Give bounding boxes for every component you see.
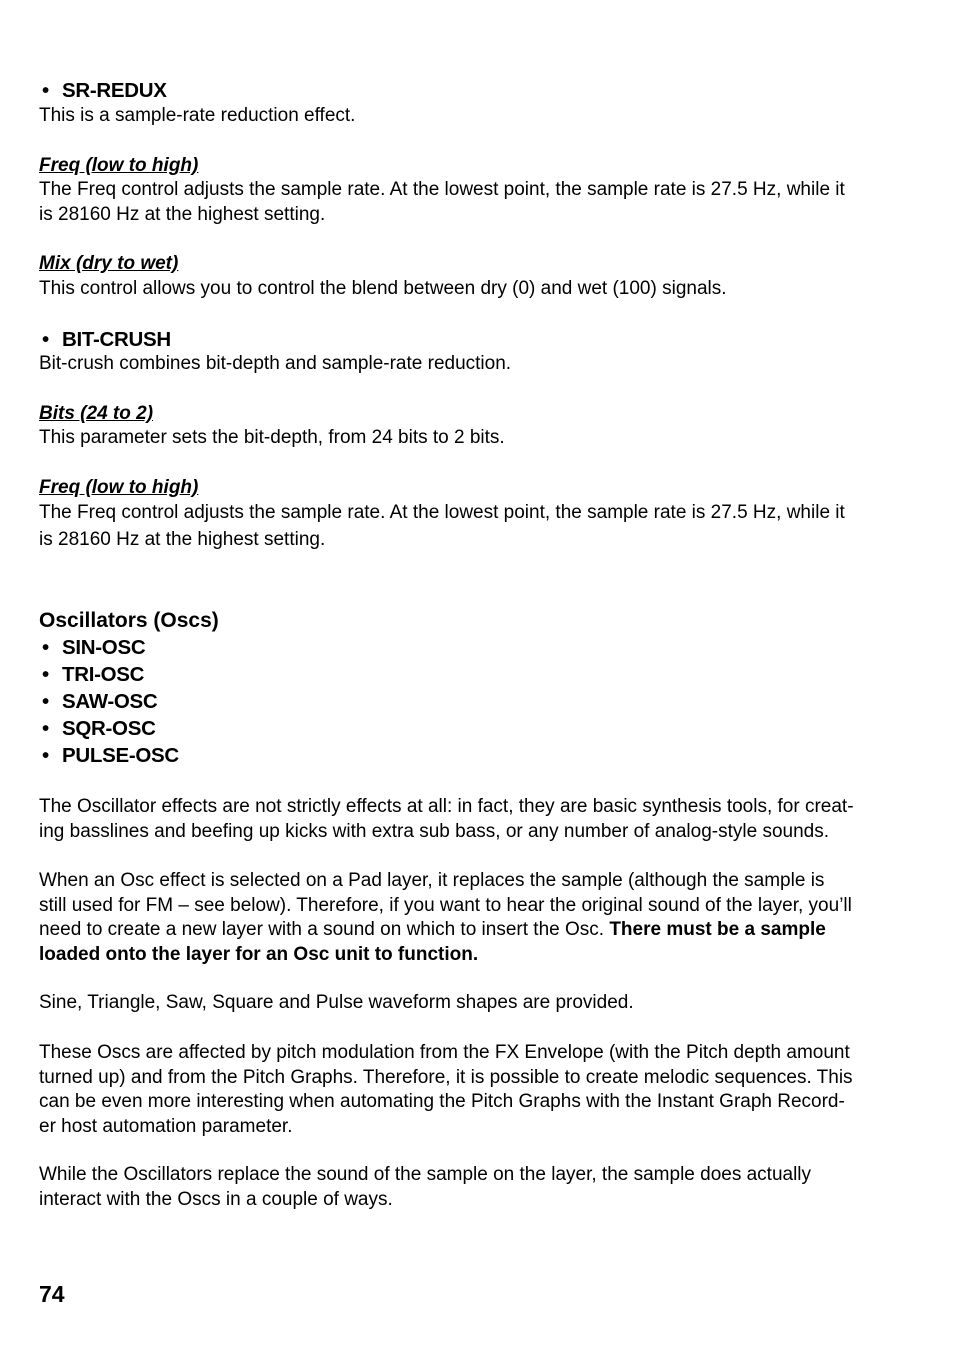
- list-item: • PULSE-OSC: [42, 744, 179, 767]
- bit-crush-heading: • BIT-CRUSH: [42, 328, 171, 351]
- sr-redux-intro: This is a sample-rate reduction effect.: [39, 105, 356, 126]
- osc-requirement-note: There must be a sample: [609, 919, 826, 940]
- osc-paragraph-2: When an Osc effect is selected on a Pad layer, it replaces the sample (although the sample is still used for FM – see below). Therefore, if you want to hear the original sound of the layer, you’ll need to create a new layer with a sound on which to insert the Osc. There must be a sample loaded onto the layer for an Osc unit to function.: [39, 870, 852, 965]
- osc-paragraph-3: Sine, Triangle, Saw, Square and Pulse waveform shapes are provided.: [39, 992, 634, 1013]
- sr-redux-freq-label: Freq (low to high): [39, 155, 199, 176]
- sr-redux-heading: • SR-REDUX: [42, 79, 167, 102]
- bit-crush-bits-label: Bits (24 to 2): [39, 403, 154, 424]
- bit-crush-freq-label: Freq (low to high): [39, 477, 199, 498]
- osc-paragraph-1: The Oscillator effects are not strictly effects at all: in fact, they are basic synthesis tools, for creat- ing basslines and beefing up kicks with extra sub bass, or any number of analog-style sounds.: [39, 796, 854, 842]
- osc-requirement-note-cont: loaded onto the layer for an Osc unit to function.: [39, 943, 479, 965]
- list-item: • SQR-OSC: [42, 717, 156, 740]
- osc-paragraph-5: While the Oscillators replace the sound of the sample on the layer, the sample does actually interact with the Oscs in a couple of ways.: [39, 1164, 812, 1210]
- bit-crush-bits-desc: This parameter sets the bit-depth, from 24 bits to 2 bits.: [39, 427, 505, 448]
- osc-paragraph-4: These Oscs are affected by pitch modulation from the FX Envelope (with the Pitch depth amount turned up) and from the Pitch Graphs. Therefore, it is possible to create melodic sequences. This can be even more interesting when automating the Pitch Graphs with the Instant Graph Record- er host automation parameter.: [39, 1042, 853, 1137]
- oscillators-section-title: Oscillators (Oscs): [39, 609, 219, 632]
- page-number: 74: [39, 1281, 65, 1307]
- list-item: • SIN-OSC: [42, 636, 146, 659]
- bit-crush-freq-desc: The Freq control adjusts the sample rate. At the lowest point, the sample rate is 27.5 Hz, while it is 28160 Hz at the highest setting.: [39, 502, 845, 550]
- bit-crush-intro: Bit-crush combines bit-depth and sample-rate reduction.: [39, 353, 512, 374]
- list-item: • SAW-OSC: [42, 690, 158, 713]
- sr-redux-mix-desc: This control allows you to control the blend between dry (0) and wet (100) signals.: [39, 278, 727, 299]
- list-item: • TRI-OSC: [42, 663, 145, 686]
- oscillator-list: [39, 634, 915, 769]
- sr-redux-mix-label: Mix (dry to wet): [39, 253, 179, 274]
- sr-redux-freq-desc: The Freq control adjusts the sample rate. At the lowest point, the sample rate is 27.5 Hz, while it is 28160 Hz at the highest setting.: [39, 179, 845, 225]
